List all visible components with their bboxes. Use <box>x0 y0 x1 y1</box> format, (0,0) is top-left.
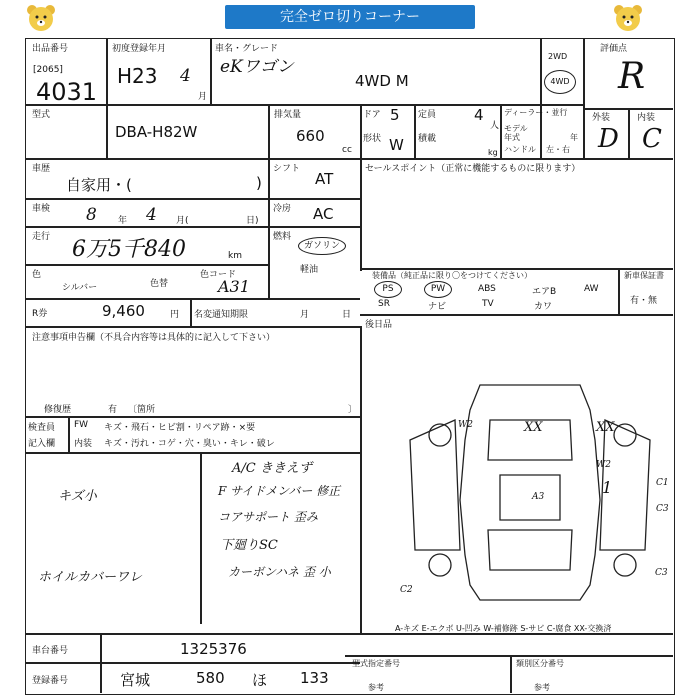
plate-kana: ほ <box>252 671 268 689</box>
equip-abs: ABS <box>478 284 496 294</box>
lot-number: 4031 <box>36 78 98 106</box>
title-bar <box>0 0 700 36</box>
fuel-value-circled: ガソリン <box>298 237 346 255</box>
color-code: A31 <box>218 277 250 296</box>
mark-a3: A3 <box>532 492 545 502</box>
note-core: コアサポート 歪み <box>218 510 318 524</box>
reg-month: 4 <box>180 66 191 86</box>
plate-pref: 宮城 <box>120 671 151 689</box>
reg-year-label: 初度登録年月 <box>112 44 167 54</box>
color-code-label: 色コード <box>200 270 237 280</box>
interior-items: キズ・汚れ・コゲ・穴・臭い・キレ・破レ <box>104 439 275 449</box>
sales-point-label: セールスポイント（正常に機能するものに限ります） <box>365 164 581 174</box>
handle-value: 左・右 <box>546 145 570 154</box>
equip-pw-circled: PW <box>424 281 452 298</box>
mileage-label: 走行 <box>32 232 51 242</box>
bear-mascot-icon <box>612 3 644 33</box>
inspection-day-unit: 日) <box>246 216 259 226</box>
dealer-year-unit: 年 <box>570 133 578 142</box>
chassis-label: 車台番号 <box>32 646 69 656</box>
inspection-year-unit: 年 <box>118 216 128 226</box>
notes-label: 注意事項申告欄（不具合内容等は具体的に記入して下さい） <box>32 333 276 343</box>
aircon-label: 冷房 <box>273 204 292 214</box>
recycle-label: R券 <box>32 309 48 319</box>
name-change-label: 名変通知期限 <box>194 310 249 320</box>
inspector-label: 検査員 <box>28 423 56 433</box>
ext-grade: D <box>598 124 619 154</box>
inspection-month: 4 <box>146 205 157 225</box>
plate-label: 登録番号 <box>32 676 69 686</box>
model-designation-label: 型式指定番号 <box>352 659 400 668</box>
page-title: 完全ゼロ切りコーナー <box>225 5 475 29</box>
damage-diagram <box>400 380 670 610</box>
displacement-label: 排気量 <box>274 110 302 120</box>
note-left1: キズ小 <box>58 489 97 504</box>
capacity-label: 定員 <box>418 110 437 120</box>
repair-part-label: 〔箇所 <box>128 405 156 415</box>
plate-class: 580 <box>196 669 225 687</box>
shape-value: W <box>389 136 404 154</box>
fw-items: キズ・飛石・ヒビ割・リペア跡・×要 <box>104 423 256 433</box>
dealer-year-label: 年式 <box>504 133 520 142</box>
damage-legend: A-キズ E-エクボ U-凹み W-補修跡 S-サビ C-腐食 XX-交換済 <box>395 624 612 633</box>
name-change-day: 日 <box>342 310 352 320</box>
fuel-alt: 軽油 <box>300 265 319 275</box>
name-change-month: 月 <box>300 310 310 320</box>
color-label: 色 <box>32 270 42 280</box>
fuel-label: 燃料 <box>273 232 292 242</box>
recycle-value: 9,460 <box>102 302 145 320</box>
doors-value: 5 <box>390 106 400 124</box>
note-lower: 下廻りSC <box>220 538 278 553</box>
int-label: 内装 <box>637 113 656 123</box>
reg-era-year: H23 <box>117 64 158 88</box>
note-fender: F サイドメンバー 修正 <box>218 484 341 498</box>
history-value: 自家用・( <box>66 176 132 194</box>
eval-label: 評価点 <box>600 44 628 54</box>
ext-label: 外装 <box>592 113 611 123</box>
mileage-value: 6万5千840 <box>72 237 186 262</box>
equipment-label: 装備品（純正品に限り〇をつけてください） <box>372 271 532 280</box>
drive-4wd-circled: 4WD <box>544 70 576 94</box>
note-left2: ホイルカバーワレ <box>38 570 143 585</box>
doors-label: ドア <box>363 110 381 120</box>
color-change-label: 色替 <box>150 279 169 289</box>
mark-one: 1 <box>602 478 613 497</box>
drive-2wd: 2WD <box>548 52 568 61</box>
inspection-month-unit: 月( <box>176 216 189 226</box>
shape-label: 形状 <box>363 134 382 144</box>
inspector-entry-label: 記入欄 <box>28 439 56 449</box>
mark-c3-right: C3 <box>656 504 669 514</box>
displacement-unit: cc <box>342 145 352 155</box>
car-name: eKワゴン <box>220 57 294 77</box>
inspection-year: 8 <box>86 205 97 225</box>
rear-seat-label: 後日品 <box>365 320 393 330</box>
mark-w2-right: W2 <box>596 460 611 470</box>
eval-score: R <box>618 56 646 97</box>
mark-xx-hood: XX <box>524 420 543 435</box>
model-value: DBA-H82W <box>115 123 198 141</box>
int-grade: C <box>642 124 662 154</box>
aircon-value: AC <box>313 205 334 223</box>
mileage-unit: km <box>228 251 242 261</box>
chassis-value: 1325376 <box>180 640 247 658</box>
capacity-value: 4 <box>474 106 484 124</box>
capacity-unit: 人 <box>490 121 500 131</box>
equip-aw: AW <box>584 284 599 294</box>
mark-c1: C1 <box>656 478 669 488</box>
displacement-value: 660 <box>296 127 325 145</box>
lot-code: [2065] <box>33 65 63 75</box>
category-ref: 参考 <box>534 683 550 692</box>
plate-num: 133 <box>300 669 329 687</box>
dealer-label: ディーラー・並行 <box>504 108 568 117</box>
lot-label: 出品番号 <box>32 44 69 54</box>
new-warranty-value: 有・無 <box>630 296 658 306</box>
equip-tv: TV <box>482 299 494 309</box>
mark-xx-right: XX <box>596 420 615 435</box>
mark-w2-left: W2 <box>458 420 473 430</box>
interior-label: 内装 <box>74 439 93 449</box>
note-ac: A/C ききえず <box>232 461 312 476</box>
load-unit: kg <box>488 148 498 157</box>
reg-month-unit: 月 <box>198 92 208 102</box>
new-warranty-label: 新車保証書 <box>624 271 664 280</box>
model-label: 型式 <box>32 110 51 120</box>
inspection-label: 車検 <box>32 204 51 214</box>
equip-ps-circled: PS <box>374 281 402 298</box>
model-designation-ref: 参考 <box>368 683 384 692</box>
car-name-label: 車名・グレード <box>215 44 279 54</box>
note-tire: カーボンハネ 歪 小 <box>228 565 331 579</box>
load-label: 積載 <box>418 134 437 144</box>
equip-leather: カワ <box>534 302 553 312</box>
history-label: 車歴 <box>32 164 51 174</box>
repair-label: 修復歴 <box>44 405 72 415</box>
equip-navi: ナビ <box>428 302 447 312</box>
handle-label: ハンドル <box>504 145 536 154</box>
shift-value: AT <box>315 170 334 188</box>
car-grade: 4WD M <box>355 72 409 90</box>
repair-value: 有 <box>108 405 118 415</box>
equip-sr: SR <box>378 299 390 309</box>
fw-label: FW <box>74 420 89 430</box>
category-label: 類別区分番号 <box>516 659 564 668</box>
mark-c3-rear: C3 <box>655 568 668 578</box>
equip-airbag: エアB <box>532 287 557 297</box>
bear-mascot-icon <box>25 3 57 33</box>
color-value: シルバー <box>62 283 98 293</box>
shift-label: シフト <box>273 164 301 174</box>
recycle-unit: 円 <box>170 310 180 320</box>
dealer-model-label: モデル <box>504 124 528 133</box>
mark-c2: C2 <box>400 585 413 595</box>
